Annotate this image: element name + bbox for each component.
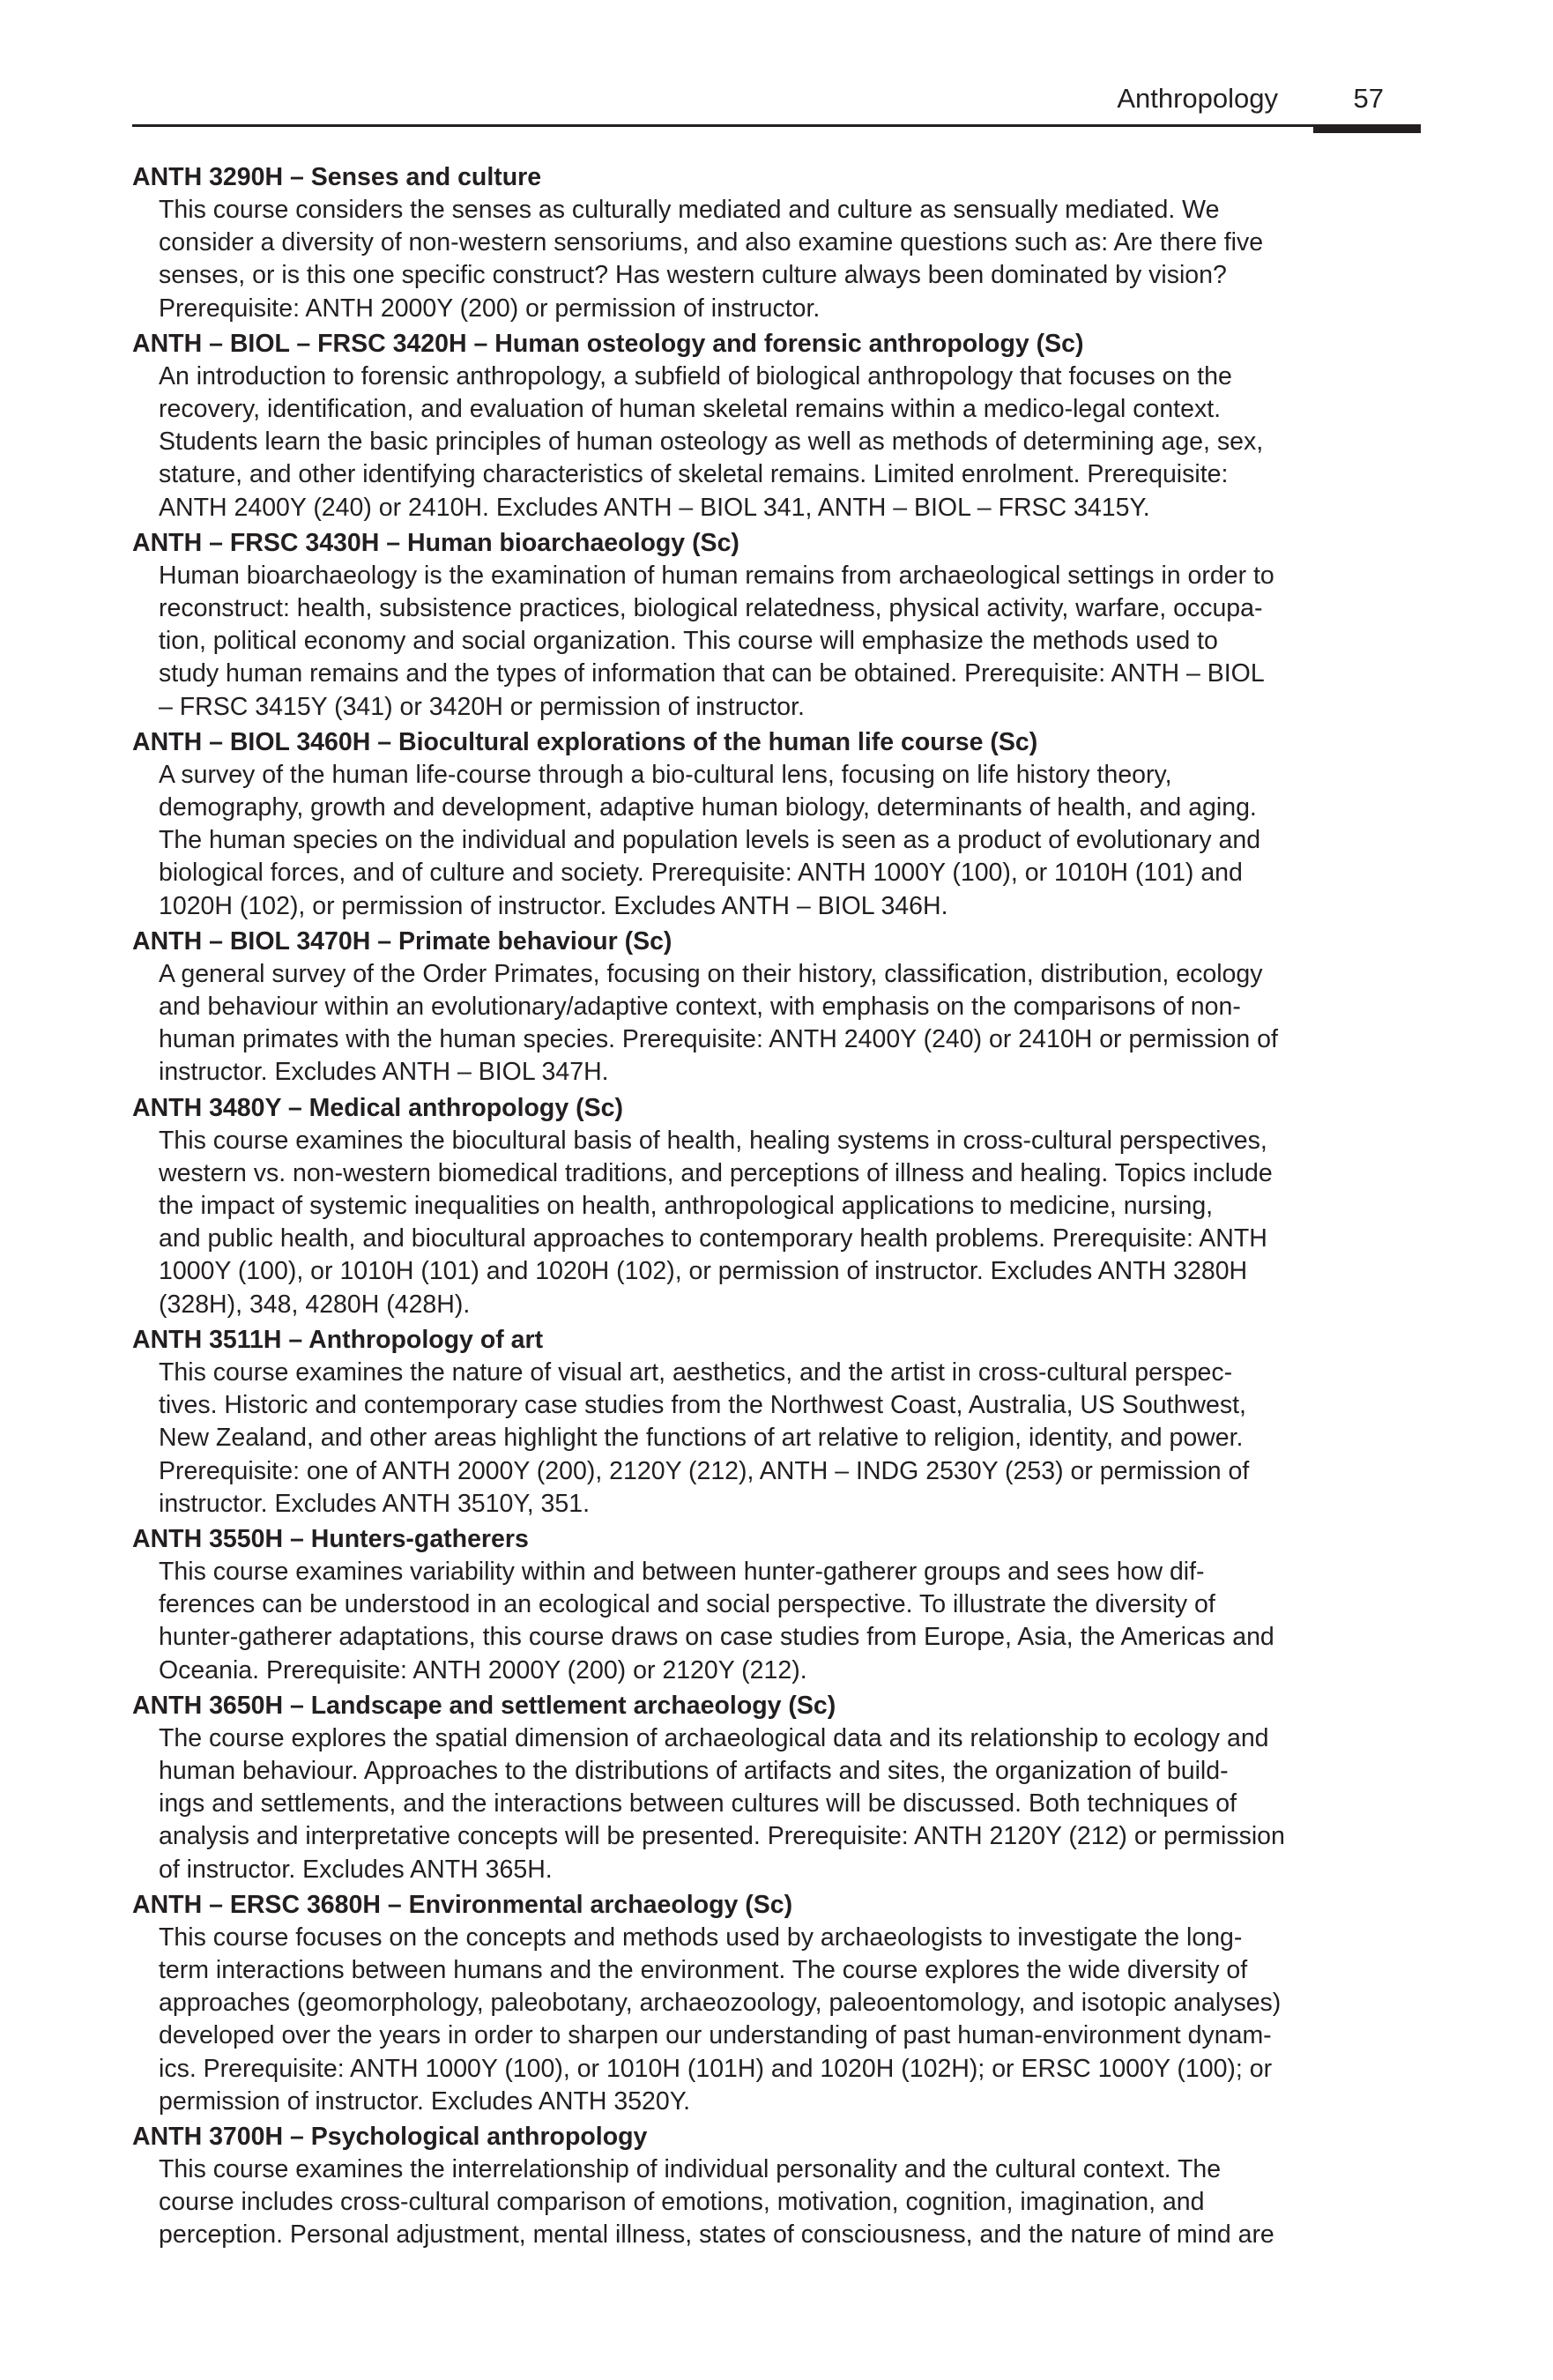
description-line: reconstruct: health, subsistence practices, biological relatedness, physical activity, warfare, occupa-	[159, 594, 1263, 623]
description-line: This course examines the nature of visual art, aesthetics, and the artist in cross-cultural perspec-	[159, 1357, 1233, 1387]
description-line: instructor. Excludes ANTH – BIOL 347H.	[159, 1058, 609, 1087]
course-title: ANTH 3290H – Senses and culture	[132, 163, 542, 191]
course-entry	[132, 1323, 1428, 1521]
description-line: This course focuses on the concepts and methods used by archaeologists to investigate the long-	[159, 1923, 1243, 1952]
course-description	[159, 361, 1428, 524]
description-line: human primates with the human species. Prerequisite: ANTH 2400Y (240) or 2410H or permission of	[159, 1025, 1278, 1054]
description-line: Students learn the basic principles of human osteology as well as methods of determining age, sex,	[159, 428, 1264, 457]
description-line: analysis and interpretative concepts will be presented. Prerequisite: ANTH 2120Y (212) or permission	[159, 1822, 1285, 1851]
course-title: ANTH – BIOL 3460H – Biocultural explorations of the human life course (Sc)	[132, 727, 1038, 756]
description-line: 1020H (102), or permission of instructor. Excludes ANTH – BIOL 346H.	[159, 891, 948, 920]
description-line: Prerequisite: one of ANTH 2000Y (200), 2120Y (212), ANTH – INDG 2530Y (253) or permission of	[159, 1456, 1250, 1485]
course-title: ANTH – BIOL – FRSC 3420H – Human osteology and forensic anthropology (Sc)	[132, 329, 1084, 358]
course-title: ANTH 3700H – Psychological anthropology	[132, 2122, 648, 2151]
course-description	[159, 1922, 1428, 2118]
description-line: – FRSC 3415Y (341) or 3420H or permission of instructor.	[159, 692, 805, 721]
description-line: of instructor. Excludes ANTH 365H.	[159, 1855, 553, 1884]
course-entry	[132, 160, 1428, 325]
course-entry	[132, 1888, 1428, 2118]
page-number: 57	[1353, 83, 1384, 114]
course-title: ANTH 3480Y – Medical anthropology (Sc)	[132, 1093, 623, 1122]
section-title: Anthropology	[1117, 83, 1278, 114]
description-line: consider a diversity of non-western sensoriums, and also examine questions such as: Are there five	[159, 228, 1264, 257]
course-title: ANTH – ERSC 3680H – Environmental archaeology (Sc)	[132, 1890, 793, 1919]
description-line: the impact of systemic inequalities on health, anthropological applications to medicine, nursing,	[159, 1192, 1214, 1221]
description-line: Oceania. Prerequisite: ANTH 2000Y (200) or 2120Y (212).	[159, 1655, 807, 1685]
description-line: and behaviour within an evolutionary/adaptive context, with emphasis on the comparisons of non-	[159, 993, 1241, 1022]
course-entry	[132, 1091, 1428, 1321]
course-title: ANTH – BIOL 3470H – Primate behaviour (Sc)	[132, 926, 672, 956]
header-tab-marker	[1313, 124, 1421, 133]
course-description	[159, 759, 1428, 923]
course-description	[159, 1556, 1428, 1687]
description-line: The human species on the individual and population levels is seen as a product of evolutionary and	[159, 826, 1261, 855]
course-title: ANTH – FRSC 3430H – Human bioarchaeology (Sc)	[132, 528, 739, 557]
course-entry	[132, 2120, 1428, 2252]
description-line: perception. Personal adjustment, mental illness, states of consciousness, and the nature of mind are	[159, 2220, 1274, 2250]
course-description	[159, 1722, 1428, 1886]
description-line: (328H), 348, 4280H (428H).	[159, 1290, 471, 1319]
course-title: ANTH 3511H – Anthropology of art	[132, 1325, 544, 1354]
description-line: senses, or is this one specific construct? Has western culture always been dominated by vision?	[159, 261, 1227, 290]
description-line: ferences can be understood in an ecological and social perspective. To illustrate the diversity of	[159, 1590, 1215, 1619]
course-description	[159, 2153, 1428, 2252]
description-line: A general survey of the Order Primates, focusing on their history, classification, distribution, ecology	[159, 959, 1263, 988]
description-line: 1000Y (100), or 1010H (101) and 1020H (102), or permission of instructor. Excludes ANTH 3280H	[159, 1257, 1248, 1286]
course-entry	[132, 327, 1428, 524]
description-line: demography, growth and development, adaptive human biology, determinants of health, and aging.	[159, 793, 1257, 822]
description-line: study human remains and the types of information that can be obtained. Prerequisite: ANTH – BIOL	[159, 659, 1265, 688]
course-list	[132, 160, 1428, 2254]
course-entry	[132, 925, 1428, 1090]
description-line: western vs. non-western biomedical traditions, and perceptions of illness and healing. Topics include	[159, 1158, 1273, 1187]
course-entry	[132, 526, 1428, 724]
description-line: Human bioarchaeology is the examination of human remains from archaeological settings in order to	[159, 561, 1274, 590]
page-header	[132, 78, 1421, 127]
course-title: ANTH 3550H – Hunters-gatherers	[132, 1524, 529, 1553]
description-line: tion, political economy and social organization. This course will emphasize the methods used to	[159, 627, 1218, 656]
description-line: ANTH 2400Y (240) or 2410H. Excludes ANTH – BIOL 341, ANTH – BIOL – FRSC 3415Y.	[159, 493, 1150, 522]
description-line: This course examines the interrelationship of individual personality and the cultural context. The	[159, 2154, 1222, 2183]
course-description	[159, 194, 1428, 325]
description-line: The course explores the spatial dimension of archaeological data and its relationship to ecology and	[159, 1723, 1269, 1752]
description-line: biological forces, and of culture and society. Prerequisite: ANTH 1000Y (100), or 1010H (101) and	[159, 859, 1243, 888]
description-line: New Zealand, and other areas highlight the functions of art relative to religion, identity, and power.	[159, 1424, 1244, 1453]
description-line: This course considers the senses as culturally mediated and culture as sensually mediated. We	[159, 196, 1220, 224]
description-line: This course examines variability within and between hunter-gatherer groups and sees how dif-	[159, 1557, 1205, 1586]
description-line: ics. Prerequisite: ANTH 1000Y (100), or 1010H (101H) and 1020H (102H); or ERSC 1000Y (100); or	[159, 2054, 1273, 2083]
description-line: hunter-gatherer adaptations, this course draws on case studies from Europe, Asia, the Americas and	[159, 1623, 1274, 1652]
description-line: recovery, identification, and evaluation of human skeletal remains within a medico-legal context.	[159, 395, 1222, 424]
header-rule	[132, 124, 1421, 127]
course-entry	[132, 725, 1428, 923]
description-line: developed over the years in order to sharpen our understanding of past human-environment dynam-	[159, 2021, 1272, 2050]
description-line: tives. Historic and contemporary case studies from the Northwest Coast, Australia, US Southwest,	[159, 1391, 1246, 1420]
course-entry	[132, 1522, 1428, 1687]
description-line: human behaviour. Approaches to the distributions of artifacts and sites, the organization of build-	[159, 1756, 1229, 1785]
description-line: This course examines the biocultural basis of health, healing systems in cross-cultural perspectives,	[159, 1126, 1267, 1155]
description-line: A survey of the human life-course through a bio-cultural lens, focusing on life history theory,	[159, 760, 1172, 789]
description-line: course includes cross-cultural comparison of emotions, motivation, cognition, imagination, and	[159, 2188, 1205, 2217]
description-line: An introduction to forensic anthropology, a subfield of biological anthropology that focuses on the	[159, 361, 1232, 390]
course-description	[159, 1357, 1428, 1521]
course-entry	[132, 1689, 1428, 1886]
description-line: instructor. Excludes ANTH 3510Y, 351.	[159, 1489, 590, 1518]
description-line: Prerequisite: ANTH 2000Y (200) or permission of instructor.	[159, 294, 821, 323]
description-line: ings and settlements, and the interactions between cultures will be discussed. Both techniques of	[159, 1789, 1237, 1818]
course-description	[159, 1125, 1428, 1321]
description-line: stature, and other identifying characteristics of skeletal remains. Limited enrolment. Prerequisite:	[159, 460, 1229, 489]
course-description	[159, 560, 1428, 724]
course-title: ANTH 3650H – Landscape and settlement archaeology (Sc)	[132, 1691, 836, 1720]
description-line: and public health, and biocultural approaches to contemporary health problems. Prerequisite: ANTH	[159, 1224, 1267, 1253]
description-line: term interactions between humans and the environment. The course explores the wide diversity of	[159, 1955, 1248, 1984]
description-line: permission of instructor. Excludes ANTH 3520Y.	[159, 2086, 691, 2116]
description-line: approaches (geomorphology, paleobotany, archaeozoology, paleoentomology, and isotopic analyses)	[159, 1989, 1282, 2018]
course-description	[159, 958, 1428, 1090]
